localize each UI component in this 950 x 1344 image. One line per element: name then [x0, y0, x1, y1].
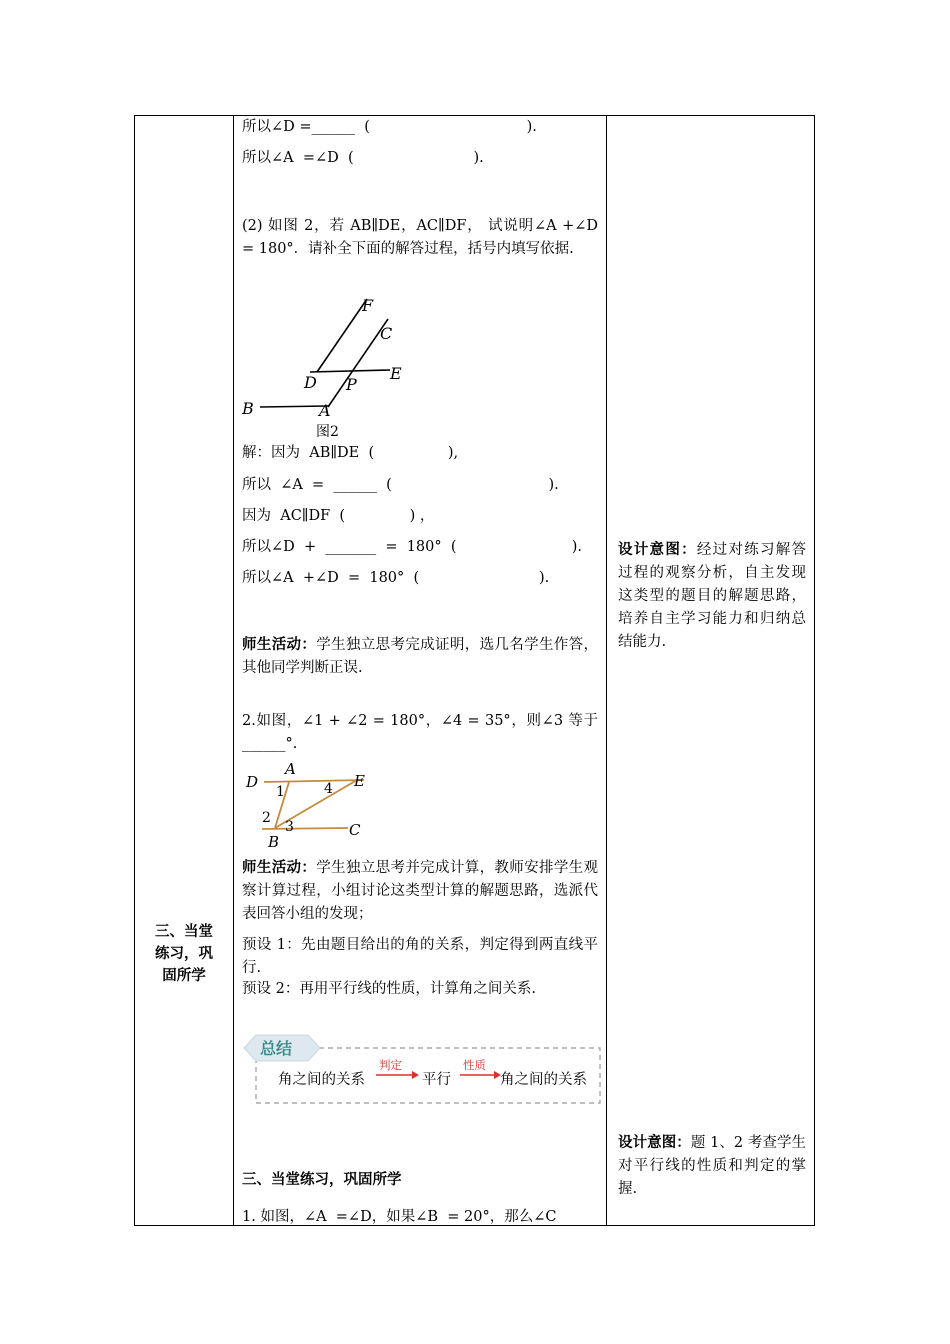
teacher-activity-2 [242, 857, 598, 926]
summary-middle: 平行 [422, 1072, 451, 1088]
fig2-label: C [380, 324, 393, 343]
fig3-label: 2 [262, 810, 271, 826]
column-divider-1 [233, 116, 234, 1225]
preset-2: 预设 2：再用平行线的性质，计算角之间关系. [242, 981, 536, 997]
design-note-1 [618, 539, 806, 654]
answer-line: 所以∠A =∠D ( ). [242, 150, 484, 166]
design-note-2 [618, 1132, 806, 1201]
arrow-label-2: 性质 [463, 1058, 486, 1072]
design-heading: 设计意图： [618, 1135, 691, 1151]
summary-box [242, 1031, 604, 1111]
preset-1: 预设 1：先由题目给出的角的关系，判定得到两直线平行. [242, 937, 598, 976]
summary-right: 角之间的关系 [500, 1072, 587, 1088]
section-label-line: 三、当堂 [155, 924, 213, 940]
fig2-label: E [390, 364, 402, 383]
question-3: 2.如图，∠1 + ∠2 = 180°，∠4 = 35°，则∠3 等于______°. [242, 713, 598, 752]
fig3-label: D [246, 773, 259, 791]
solution-line: 所以∠A +∠D = 180° ( ). [242, 570, 550, 586]
question-4: 1. 如图，∠A =∠D，如果∠B = 20°，那么∠C [242, 1209, 557, 1225]
figure-2 [242, 294, 422, 446]
fig3-label: A [285, 760, 296, 778]
solution-line: 因为 AC∥DF ( ) ， [242, 508, 435, 524]
summary-left: 角之间的关系 [278, 1072, 365, 1088]
fig2-caption: 图2 [316, 424, 339, 440]
design-text: 经过对练习解答过程的观察分析，自主发现这类型的题目的解题思路，培养自主学习能力和归纳总结能力. [618, 542, 807, 650]
activity-text: 学生独立思考并完成计算，教师安排学生观察计算过程，小组讨论这类型计算的解题思路，选派代表回答小组的发现； [242, 860, 599, 922]
fig3-label: E [354, 772, 365, 790]
fig3-label: 1 [276, 784, 285, 800]
fig2-label: P [346, 375, 357, 394]
answer-line: 所以∠D =______ ( ). [242, 119, 537, 135]
fig2-label: A [319, 401, 331, 420]
section-3-heading: 三、当堂练习，巩固所学 [242, 1172, 402, 1188]
activity-text: 学生独立思考完成证明，选几名学生作答，其他同学判断正误. [242, 637, 599, 676]
activity-heading: 师生活动： [242, 860, 317, 876]
activity-column [242, 116, 602, 1225]
activity-heading: 师生活动： [242, 637, 317, 653]
fig2-label: B [242, 399, 254, 418]
section-label-line: 练习，巩 [155, 946, 213, 962]
design-heading: 设计意图： [618, 542, 697, 558]
solution-line: 解：因为 AB∥DE ( ), [242, 445, 459, 461]
summary-frame [242, 1031, 604, 1111]
fig3-label: 4 [324, 781, 333, 797]
solution-line: 所以∠D + _______ = 180° ( ). [242, 539, 582, 555]
question-2: (2) 如图 2，若 AB∥DE，AC∥DF， 试说明∠A +∠D = 180°．请补全下面的解答过程，括号内填写依据. [242, 218, 598, 257]
lesson-table [134, 115, 815, 1226]
figure-3 [242, 756, 382, 854]
summary-tag: 总结 [260, 1039, 293, 1058]
design-text: 题 1、2 考查学生对平行线的性质和判定的掌握. [618, 1135, 807, 1197]
fig2-label: D [304, 373, 317, 392]
arrow-label-1: 判定 [379, 1058, 402, 1072]
solution-line: 所以 ∠A = ______ ( ). [242, 477, 559, 493]
section-label [135, 921, 233, 987]
fig2-label: F [362, 296, 374, 315]
teacher-activity-1 [242, 634, 598, 680]
fig3-label: B [268, 833, 280, 851]
section-label-line: 固所学 [162, 968, 206, 984]
fig3-label: 3 [285, 819, 294, 835]
design-column [618, 116, 810, 1225]
column-divider-2 [606, 116, 607, 1225]
fig3-label: C [349, 821, 361, 839]
